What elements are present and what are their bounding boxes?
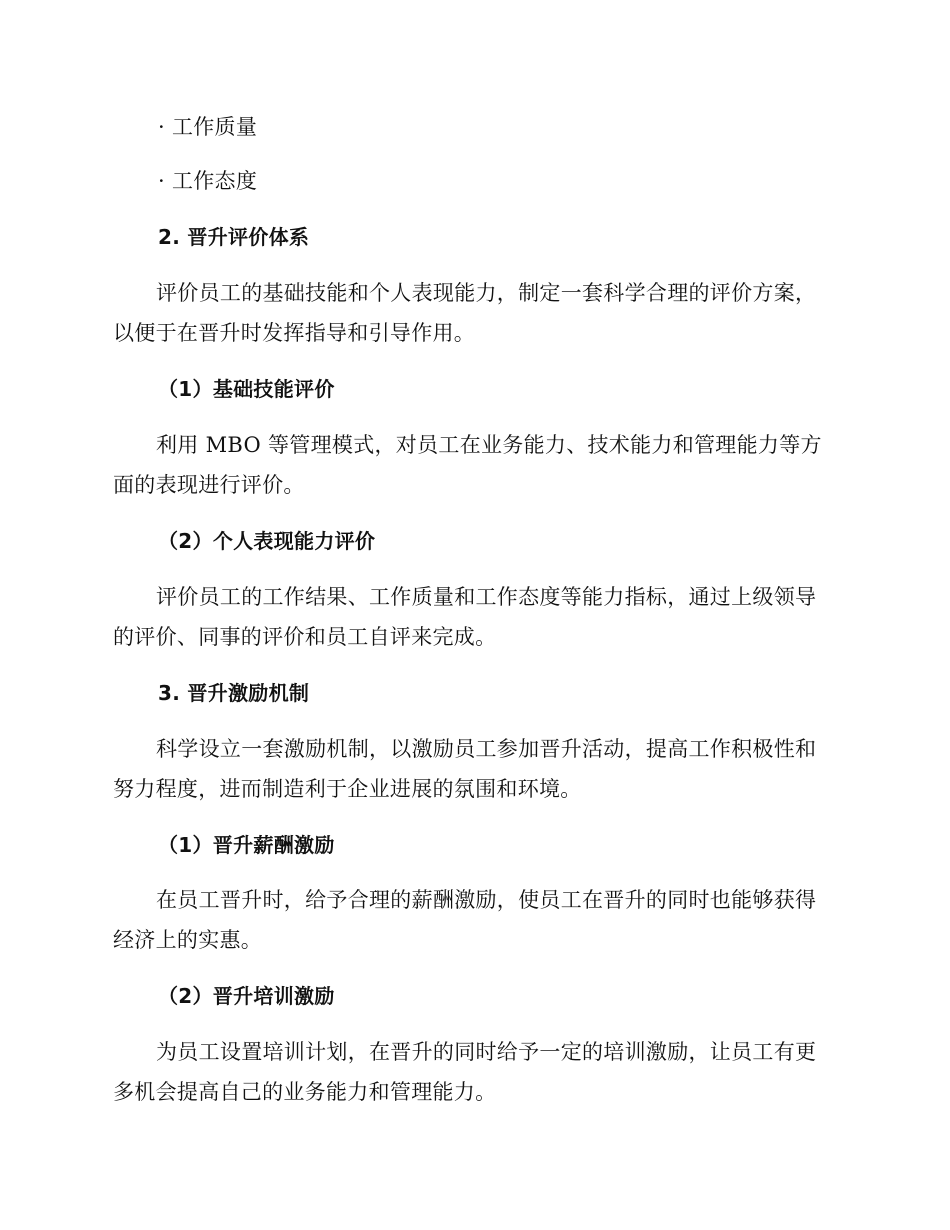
paragraph-line: 评价员工的工作结果、工作质量和工作态度等能力指标，通过上级领导 [156, 585, 817, 609]
paragraph-line: 评价员工的基础技能和个人表现能力，制定一套科学合理的评价方案， [156, 281, 817, 305]
bullet-item: · 工作质量 [158, 115, 258, 139]
subsection-heading: （2）个人表现能力评价 [158, 529, 376, 553]
paragraph-line: 在员工晋升时，给予合理的薪酬激励，使员工在晋升的同时也能够获得 [156, 888, 817, 912]
subsection-heading: （1）基础技能评价 [158, 377, 335, 401]
paragraph-line: 利用 MBO 等管理模式，对员工在业务能力、技术能力和管理能力等方 [156, 433, 822, 457]
section-heading: 2. 晋升评价体系 [158, 225, 310, 249]
bullet-item: · 工作态度 [158, 169, 258, 193]
paragraph-line: 以便于在晋升时发挥指导和引导作用。 [113, 321, 476, 345]
paragraph-line: 多机会提高自己的业务能力和管理能力。 [113, 1080, 497, 1104]
paragraph-line: 为员工设置培训计划，在晋升的同时给予一定的培训激励，让员工有更 [156, 1040, 817, 1064]
paragraph-line: 经济上的实惠。 [113, 928, 263, 952]
paragraph-line: 科学设立一套激励机制，以激励员工参加晋升活动，提高工作积极性和 [156, 737, 817, 761]
section-heading: 3. 晋升激励机制 [158, 681, 310, 705]
subsection-heading: （1）晋升薪酬激励 [158, 833, 335, 857]
paragraph-line: 努力程度，进而制造利于企业进展的氛围和环境。 [113, 777, 582, 801]
subsection-heading: （2）晋升培训激励 [158, 984, 335, 1008]
paragraph-line: 的评价、同事的评价和员工自评来完成。 [113, 625, 497, 649]
paragraph-line: 面的表现进行评价。 [113, 473, 305, 497]
